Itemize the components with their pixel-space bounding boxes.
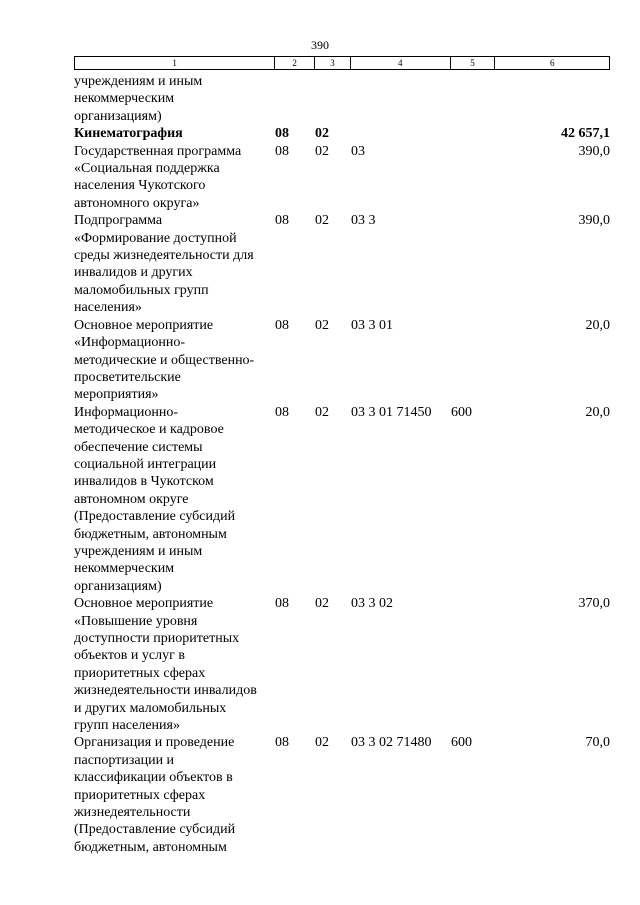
row-name: Государственная программа «Социальная поддержка населения Чукотского автономного округа» (74, 143, 242, 211)
row-section: 08 (275, 317, 289, 333)
row-expense-type (451, 595, 496, 734)
table-header-row (74, 56, 610, 70)
row-subsection: 02 (315, 735, 329, 751)
row-amount: 70,0 (585, 735, 610, 751)
row-amount: 370,0 (578, 596, 610, 612)
table-row (74, 143, 610, 213)
row-name: Информационно- методическое и кадровое обеспечение системы социальной интеграции инвалидов в Чукотском автономном округе (Предоставление субсидий бюджетным, автономным учреждениям и иным некоммерческим организациям) (74, 404, 236, 594)
row-expense-type (451, 317, 496, 404)
row-target-article: 03 3 02 71480 (351, 735, 432, 751)
table-row (74, 125, 610, 142)
header-col-6: 6 (549, 58, 555, 68)
row-target-article: 03 3 (351, 213, 376, 229)
row-name: учреждениям и иным некоммерческим организациям) (74, 74, 203, 124)
row-target-article: 03 (351, 143, 365, 159)
row-subsection (315, 73, 351, 125)
row-target-article: 03 3 02 (351, 596, 393, 612)
row-expense-type (451, 212, 496, 316)
row-amount: 390,0 (578, 213, 610, 229)
row-amount: 42 657,1 (561, 126, 610, 142)
table-row (74, 734, 610, 856)
row-target-article (351, 125, 451, 142)
row-name: Основное мероприятие «Повышение уровня доступности приоритетных объектов и услуг в приоритетных сферах жизнедеятельности инвалидов и других маломобильных групп населения» (74, 596, 257, 734)
row-amount: 20,0 (585, 404, 610, 420)
header-col-3: 3 (315, 57, 351, 69)
row-amount: 390,0 (578, 143, 610, 159)
budget-table-body (74, 73, 610, 856)
row-amount: 20,0 (585, 317, 610, 333)
header-col-1: 1 (75, 57, 275, 69)
header-col-2: 2 (275, 57, 315, 69)
row-target-article (351, 73, 451, 125)
table-row (74, 404, 610, 595)
row-name: Подпрограмма «Формирование доступной среды жизнедеятельности для инвалидов и других маломобильных групп населения» (74, 213, 254, 316)
row-section: 08 (275, 213, 289, 229)
page-number: 390 (311, 38, 329, 52)
row-subsection: 02 (315, 126, 329, 142)
row-expense-type (451, 143, 496, 213)
row-name: Организация и проведение паспортизации и классификации объектов в приоритетных сферах жизнедеятельности (Предоставление субсидий бюджетным, автономным (74, 735, 236, 855)
row-subsection: 02 (315, 213, 329, 229)
header-col-4: 4 (351, 57, 451, 69)
row-subsection: 02 (315, 143, 329, 159)
row-expense-type (451, 125, 496, 142)
row-section (275, 73, 315, 125)
row-section: 08 (275, 404, 289, 420)
table-row (74, 317, 610, 404)
row-expense-type: 600 (451, 735, 472, 751)
row-amount (496, 73, 610, 125)
row-name: Кинематография (74, 126, 183, 142)
row-expense-type (451, 73, 496, 125)
row-section: 08 (275, 143, 289, 159)
row-subsection: 02 (315, 596, 329, 612)
row-section: 08 (275, 126, 289, 142)
table-row (74, 212, 610, 316)
table-row (74, 73, 610, 125)
row-subsection: 02 (315, 404, 329, 420)
row-subsection: 02 (315, 317, 329, 333)
row-section: 08 (275, 735, 289, 751)
row-target-article: 03 3 01 71450 (351, 404, 432, 420)
header-col-5: 5 (451, 57, 496, 69)
row-section: 08 (275, 596, 289, 612)
row-name: Основное мероприятие «Информационно- методические и общественно- просветительские мероприятия» (74, 317, 255, 403)
table-row (74, 595, 610, 734)
row-expense-type: 600 (451, 404, 472, 420)
row-target-article: 03 3 01 (351, 317, 393, 333)
